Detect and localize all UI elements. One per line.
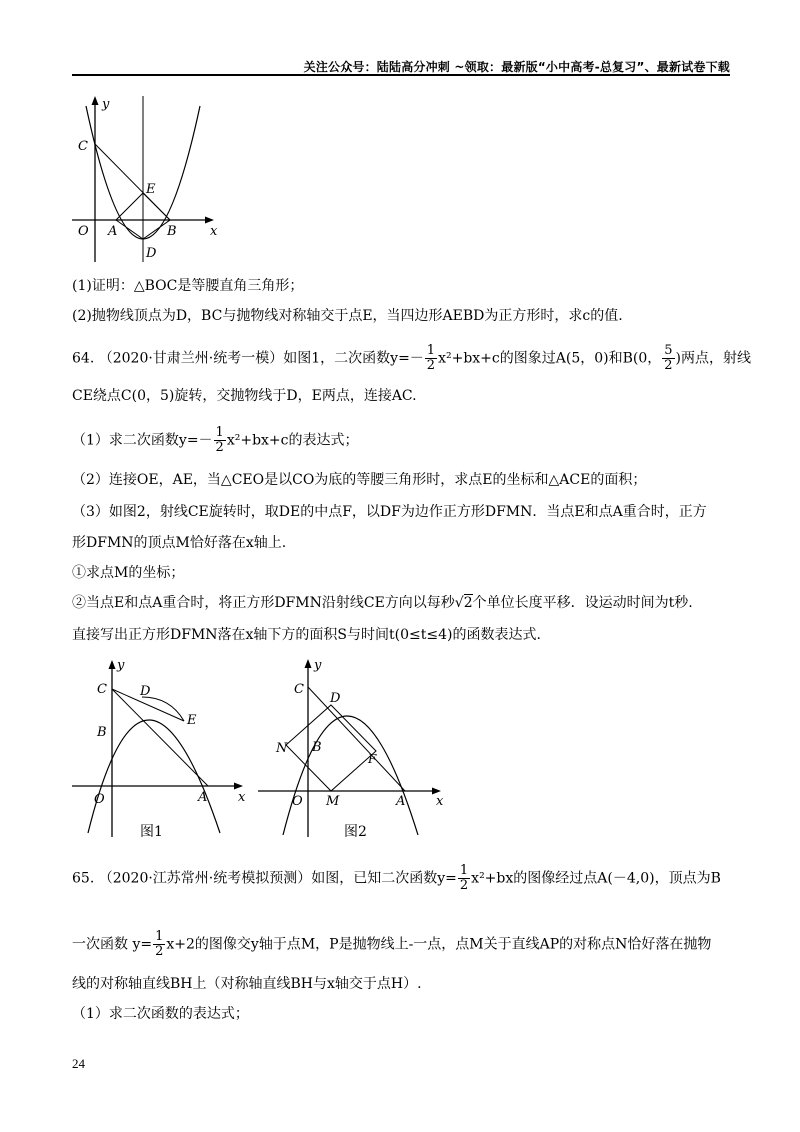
q64-sub1: ①求点M的坐标；: [72, 565, 185, 581]
q65-stem-line3: 线的对称轴直线BH上（对称轴直线BH与x轴交于点H）.: [72, 976, 422, 992]
fraction-one-half: $\frac{1}{2}$: [426, 343, 436, 373]
label-c: C: [294, 682, 304, 697]
label-x: x: [210, 224, 218, 239]
q65-source: （2020·江苏常州·统考模拟预测）: [98, 870, 312, 887]
q64-stem-line1: [72, 343, 752, 373]
page-header: 关注公众号：陆陆高分冲刺 ~领取：最新版“小中高考-总复习”、最新试卷下载: [303, 60, 730, 74]
label-d: D: [140, 684, 151, 699]
fraction-one-half: $\frac{1}{2}$: [155, 929, 164, 959]
q63-part1: (1)证明：△BOC是等腰直角三角形；: [72, 278, 304, 294]
q64-sub2-line2: 直接写出正方形DFMN落在x轴下方的面积S与时间t(0≤t≤4)的函数表达式.: [72, 627, 541, 643]
label-e: E: [146, 182, 156, 197]
q64-stem-c: )两点，射线: [675, 350, 752, 367]
label-b: B: [312, 740, 322, 755]
label-m: M: [326, 794, 340, 809]
fraction-five-halves: $\frac{5}{2}$: [664, 343, 673, 373]
label-b: B: [97, 725, 107, 740]
label-d: D: [146, 246, 157, 261]
label-x: x: [238, 790, 246, 805]
label-f: F: [368, 752, 377, 766]
q64-part1: （1）求二次函数y=－ $\frac{1}{2}$ x²+bx+c的表达式；: [72, 425, 359, 455]
label-n: N: [276, 741, 288, 756]
q64-part3-line1: （3）如图2，射线CE旋转时，取DE的中点F，以DF为边作正方形DFMN．当点E和点A重合时，正方: [72, 504, 707, 520]
sqrt-symbol: √: [454, 595, 464, 611]
q64-source: （2020·甘肃兰州·统考一模）: [98, 350, 284, 367]
label-b: B: [167, 224, 177, 239]
label-e: E: [187, 713, 197, 728]
fraction-one-half: $\frac{1}{2}$: [459, 863, 469, 893]
label-y: y: [102, 97, 110, 112]
q64-number: 64.: [72, 350, 95, 367]
figure-1-caption: 图1: [140, 824, 163, 840]
page-number: 24: [72, 1056, 85, 1071]
label-d: D: [330, 691, 341, 706]
q64-sub2-line1: ②当点E和点A重合时，将正方形DFMN沿射线CE方向以每秒√2个单位长度平移．设运动时间为t秒.: [72, 595, 693, 611]
q65-stem-line2: 一次函数 y= $\frac{1}{2}$ x+2的图像交y轴于点M，P是抛物线上-一点，点M关于直线AP的对称点N恰好落在抛物: [72, 929, 712, 959]
label-o: O: [94, 792, 105, 807]
figure-parabola-square: [72, 92, 232, 264]
q65-stem-line1: 65. （2020·江苏常州·统考模拟预测）如图，已知二次函数y= $\frac{1}{2}$ x²+bx的图像经过点A(－4,0)，顶点为B: [72, 863, 721, 893]
label-y: y: [314, 658, 322, 673]
figure-2: [258, 655, 448, 845]
figure-1: [72, 655, 252, 845]
header-rule: [72, 74, 730, 76]
q64-stem-a: 如图1，二次函数y=－: [283, 350, 424, 367]
label-x: x: [436, 794, 444, 809]
label-y: y: [117, 658, 125, 673]
q63-part2: (2)抛物线顶点为D，BC与抛物线对称轴交于点E，当四边形AEBD为正方形时，求c的值.: [72, 308, 623, 324]
q65-part1: （1）求二次函数的表达式；: [72, 1006, 249, 1022]
fraction-one-half: $\frac{1}{2}$: [215, 425, 224, 455]
q64-part3-line2: 形DFMN的顶点M恰好落在x轴上.: [72, 535, 287, 551]
sqrt-radicand: 2: [463, 595, 473, 611]
label-a: A: [108, 224, 118, 239]
q64-stem-b: x²+bx+c的图象过A(5，0)和B(0，: [438, 350, 662, 367]
label-c: C: [97, 682, 107, 697]
label-a: A: [198, 790, 208, 805]
q65-number: 65.: [72, 870, 95, 887]
figure-2-caption: 图2: [344, 824, 367, 840]
q64-stem-line2: CE绕点C(0，5)旋转，交抛物线于D，E两点，连接AC.: [72, 388, 417, 404]
label-o: O: [78, 224, 89, 239]
label-c: C: [78, 139, 88, 154]
q64-part2: （2）连接OE，AE，当△CEO是以CO为底的等腰三角形时，求点E的坐标和△ACE的面积；: [72, 472, 647, 488]
label-o: O: [292, 794, 303, 809]
label-a: A: [396, 794, 406, 809]
